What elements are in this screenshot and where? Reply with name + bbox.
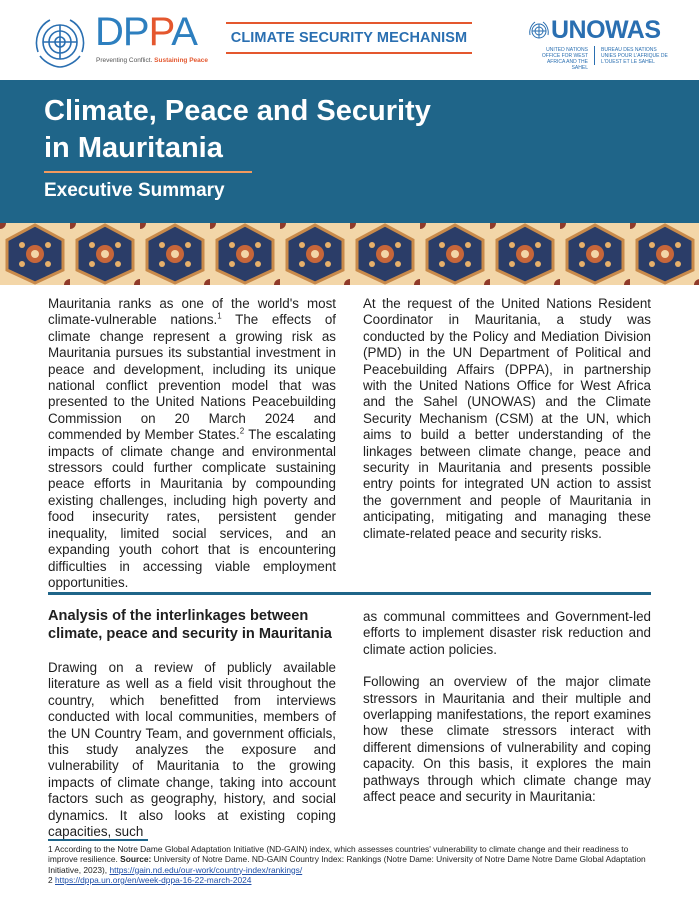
analysis-continued-paragraph: as communal committees and Government-led efforts to implement disaster risk reduction and climate action policies. xyxy=(363,609,651,657)
footnotes xyxy=(48,844,651,885)
study-paragraph: At the request of the United Nations Resident Coordinator in Mauritania, a study was conducted by the Policy and Mediation Division (PMD) in the UN Department of Political and Peacebuilding Affairs (DPPA), in partnership with the United Nations Office for West Africa and the Sahel (UNOWAS) and the Climate Security Mechanism (CSM) at the UN, which aims to build a better understanding of the linkages between climate change, peace and security in Mauritania and presents possible entry points for integrated UN action to assist the government and people of Mauritania in anticipating, mitigating and managing these climate-related peace and security risks. xyxy=(363,296,651,541)
footnote-1-link[interactable]: https://gain.nd.edu/our-work/country-index/rankings/ xyxy=(109,864,303,875)
intro-right-column xyxy=(363,296,651,542)
un-emblem-icon xyxy=(30,12,90,72)
footnote-ref-1: 1 xyxy=(217,311,222,321)
analysis-left-column xyxy=(48,660,336,840)
csm-label: CLIMATE SECURITY MECHANISM xyxy=(230,30,468,46)
analysis-heading: Analysis of the interlinkages between climate, peace and security in Mauritania xyxy=(48,608,332,642)
un-emblem-icon xyxy=(528,20,550,42)
unowas-divider xyxy=(594,46,595,65)
footnote-rule xyxy=(48,839,148,841)
footnote-2-link[interactable]: https://dppa.un.org/en/week-dppa-16-22-march-2024 xyxy=(55,874,252,885)
header-logos xyxy=(0,0,699,80)
footnote-2: 2 https://dppa.un.org/en/week-dppa-16-22-march-2024 xyxy=(48,874,252,885)
page-title: Climate, Peace and Security in Mauritania xyxy=(44,95,431,164)
csm-banner xyxy=(226,22,472,54)
unowas-sub-fr: BUREAU DES NATIONS UNIES POUR L'AFRIQUE DE L'OUEST ET LE SAHEL xyxy=(601,47,668,65)
decorative-tile-banner xyxy=(0,223,699,285)
analysis-paragraph: Drawing on a review of publicly available literature as well as a field visit throughout the country, which benefitted from interviews conducted with local communities, members of the UN Country Team, and government officials, this study analyzes the exposure and vulnerability of Mauritania to the growing impacts of climate change, taking into account factors such as geography, history, and social dynamics. It also looks at existing coping capacities, such xyxy=(48,660,336,840)
dppa-tagline: Preventing Conflict. Sustaining Peace xyxy=(96,57,208,64)
page-subtitle: Executive Summary xyxy=(44,180,225,201)
intro-left-column xyxy=(48,296,336,591)
section-divider xyxy=(48,592,651,595)
footnote-1: 1 According to the Notre Dame Global Adaptation Initiative (ND-GAIN) index, which assesses countries' vulnerability to climate change and their readiness to improve resilience. Source: University of Notre Dame. ND-GAIN Country Index: Rankings (Notre Dame: University of Notre Dame Notre Dame Global Adaptation Initiative, 2023), https://gain.nd.edu/our-work/country-index/rankings/ xyxy=(48,844,646,875)
pathways-paragraph: Following an overview of the major climate stressors in Mauritania and their multiple and overlapping manifestations, the report examines how these climate stressors interact with different dimensions of vulnerability and coping capacity. On this basis, it explores the main pathways through which climate change may affect peace and security in Mauritania: xyxy=(363,674,651,805)
unowas-logo: UNOWAS xyxy=(551,16,661,44)
dppa-logo: DPPA xyxy=(95,10,197,54)
analysis-right-column xyxy=(363,609,651,805)
footnote-ref-2: 2 xyxy=(239,426,245,436)
unowas-sub-en: UNITED NATIONS OFFICE FOR WEST AFRICA AND THE SAHEL xyxy=(541,47,588,71)
intro-paragraph: Mauritania ranks as one of the world's most climate-vulnerable nations.$^1$ The effects of climate change represent a growing risk as Mauritania pursues its substantial investment in peace and development, including its unique national conflict prevention model that was presented to the United Nations Peacebuilding Commission on 20 March 2024 and commended by Member States.$^2$ The escalating impacts of climate change and environmental stressors could further complicate sustaining peace efforts in Mauritania by compounding existing challenges, including high poverty and food insecurity rates, persistent gender inequality, limited social services, and an expanding youth cohort that is encountering difficulties in accessing viable employment opportunities. xyxy=(48,296,336,590)
title-underline xyxy=(44,171,252,173)
